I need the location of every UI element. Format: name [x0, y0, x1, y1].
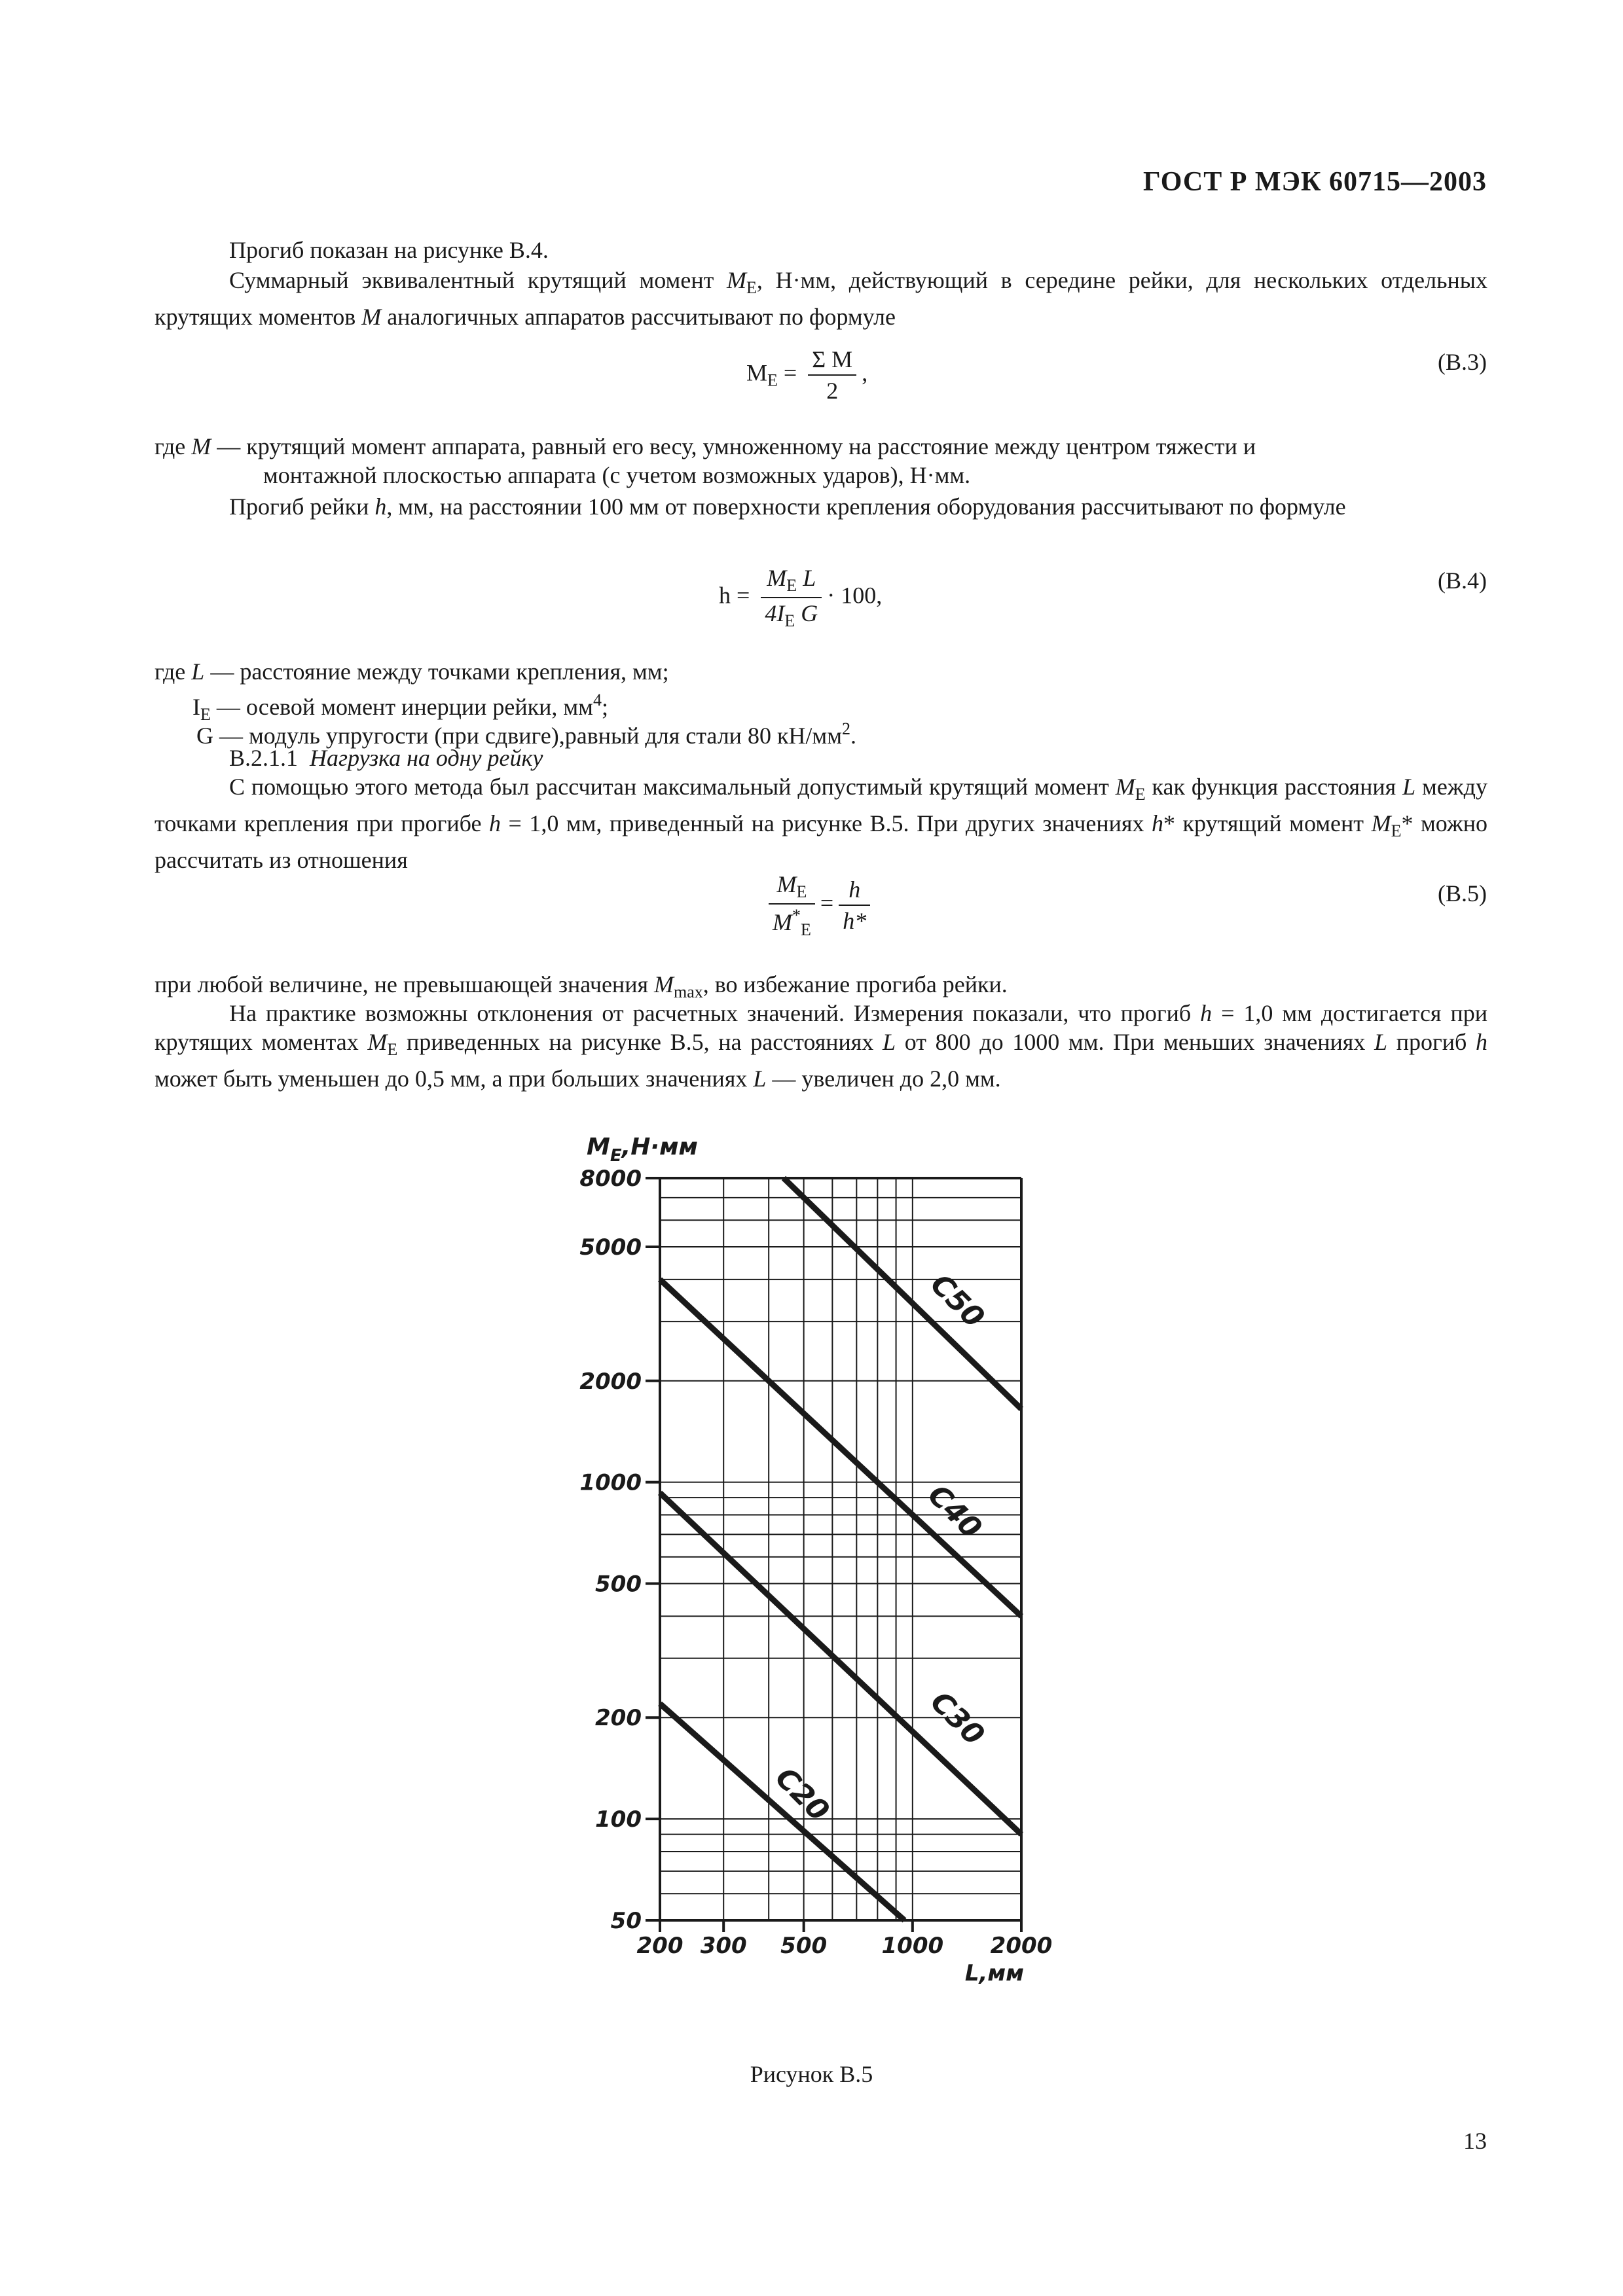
document-title: ГОСТ Р МЭК 60715—2003 [1143, 167, 1487, 197]
y-tick-label: 8000 [579, 1166, 642, 1192]
y-tick-label: 500 [595, 1571, 642, 1598]
section-heading: В.2.1.1 Нагрузка на одну рейку [229, 745, 543, 771]
equation-number-b3: (В.3) [1438, 349, 1487, 375]
paragraph-method: С помощью этого метода был рассчитан максимальный допустимый крутящий момент $M_E$ как функция расстояния L между точками крепления при прогибе h = 1,0 мм, приведенный на рисунке В.5. При других значениях h* крутящий момент $M_E*$ можно рассчитать из отношения [155, 774, 1488, 873]
equation-b5: $\frac{M_E}{M^*_E}$ = $\frac{h}{h*}$ [763, 870, 875, 940]
y-tick-label: 200 [595, 1705, 642, 1732]
x-tick-label: 200 [636, 1933, 684, 1959]
equation-number-b5: (В.5) [1438, 880, 1487, 906]
paragraph-deflection-ref: Прогиб показан на рисунке В.4. [229, 237, 549, 263]
equation-b4: h = $\frac{M_E L}{4I_E G}$ · 100, [719, 565, 883, 630]
paragraph-where-m: где M — крутящий момент аппарата, равный его весу, умноженному на расстояние между центром тяжести и [155, 433, 1256, 459]
x-tick-label: 1000 [881, 1933, 944, 1959]
series-line-С30 [660, 1493, 1021, 1835]
page-number: 13 [1463, 2128, 1487, 2154]
paragraph-practice: На практике возможны отклонения от расчетных значений. Измерения показали, что прогиб h = 1,0 мм достигается при крутящих моментах $M_E$ приведенных на рисунке В.5, на расстояниях L от 800 до 1000 мм. При меньших значениях L прогиб h может быть уменьшен до 0,5 мм, а при больших значениях L — увеличен до 2,0 мм. [155, 1000, 1487, 1092]
paragraph-where-ie: $I_E$ — осевой момент инерции рейки, $мм^4$; [192, 691, 608, 724]
equation-number-b4: (В.4) [1438, 567, 1487, 594]
equation-b3: $M_E$ = $\frac{\text{Σ M}}{2}$ , [746, 346, 868, 404]
x-tick-label: 500 [780, 1933, 828, 1959]
figure-caption: Рисунок В.5 [750, 2061, 873, 2087]
y-tick-label: 100 [595, 1806, 642, 1833]
series-label: С30 [924, 1685, 991, 1752]
series-line-С50 [784, 1178, 1021, 1409]
series-line-С20 [660, 1704, 905, 1920]
paragraph-where-g: G — модуль упругости (при сдвиге),равный для стали 80 $кН/мм^2$. [196, 719, 856, 749]
x-tick-label: 300 [700, 1933, 747, 1959]
paragraph-where-m-cont: монтажной плоскостью аппарата (с учетом возможных ударов), Н·мм. [263, 462, 971, 488]
series-label: С20 [769, 1761, 836, 1828]
paragraph-rail-deflection: Прогиб рейки h, мм, на расстоянии 100 мм от поверхности крепления оборудования рассчитывают по формуле [229, 493, 1346, 520]
paragraph-where-l: где L — расстояние между точками крепления, мм; [155, 658, 669, 685]
x-axis-label: L,мм [964, 1960, 1024, 1986]
paragraph-total-torque: Суммарный эквивалентный крутящий момент $M_E$, Н·мм, действующий в середине рейки, для нескольких отдельных крутящих моментов M аналогичных аппаратов рассчитывают по формуле [155, 267, 1487, 330]
y-tick-label: 50 [610, 1908, 642, 1934]
x-tick-label: 2000 [990, 1933, 1053, 1959]
paragraph-any-value: при любой величине, не превышающей значения $M_{max}$, во избежание прогиба рейки. [155, 971, 1008, 1001]
y-axis-label: $M_E,Н\cdot мм$ [587, 1134, 698, 1166]
chart-labels [579, 1134, 1052, 1986]
series-label: С40 [921, 1478, 989, 1545]
y-tick-label: 2000 [579, 1368, 642, 1395]
series-label: С50 [924, 1267, 991, 1335]
y-tick-label: 5000 [579, 1234, 642, 1261]
y-tick-label: 1000 [579, 1469, 642, 1496]
